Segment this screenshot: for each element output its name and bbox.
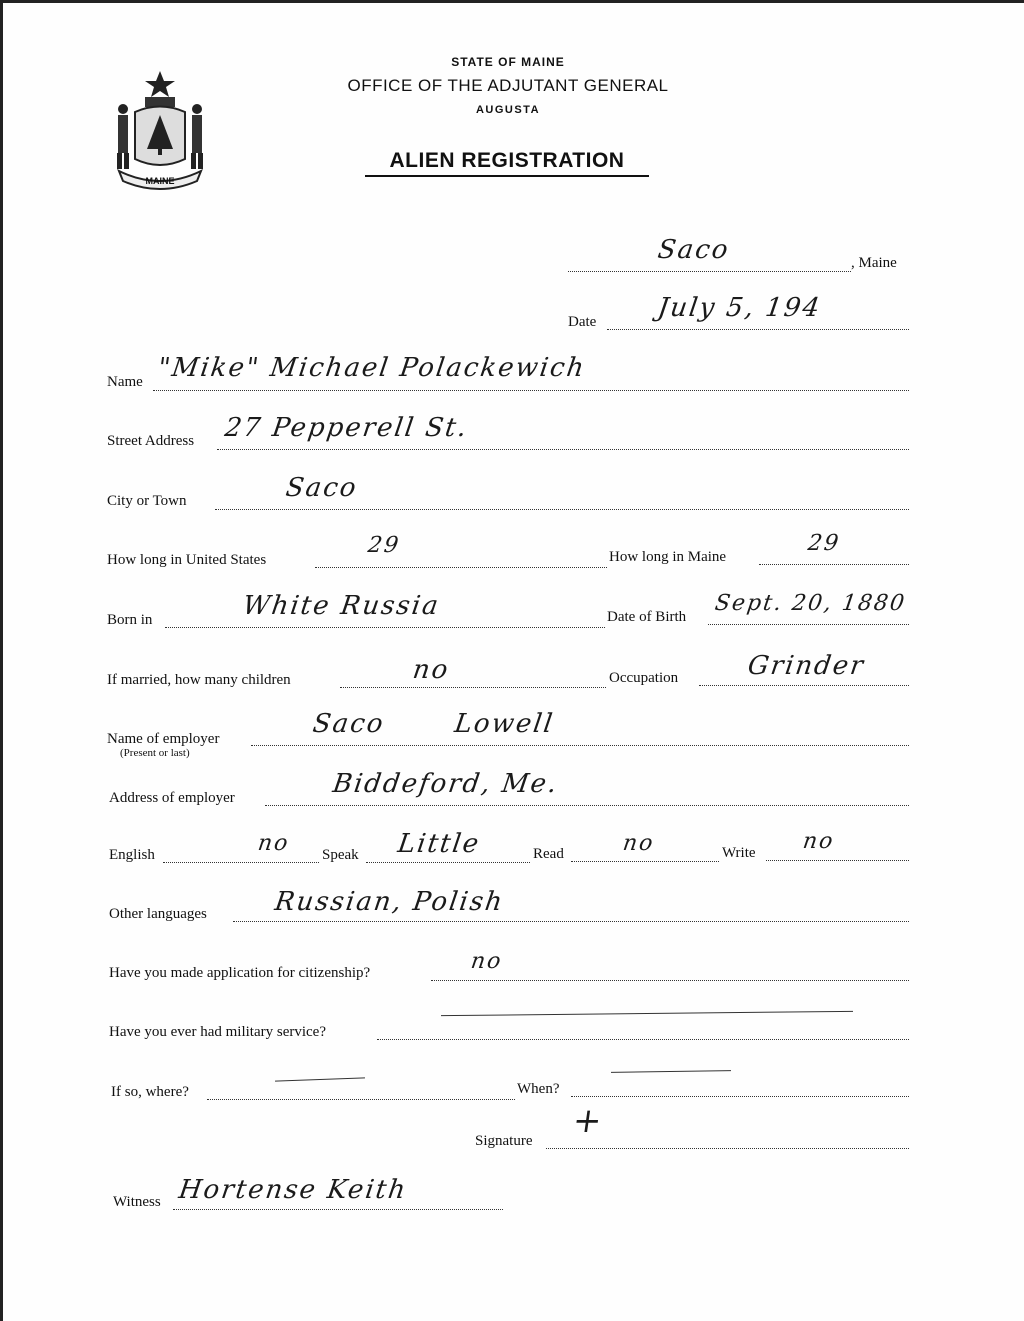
other-languages-line (233, 921, 909, 922)
employer-value: Saco Lowell (310, 709, 557, 739)
office-heading: OFFICE OF THE ADJUTANT GENERAL (347, 76, 669, 95)
occupation-value: Grinder (745, 651, 867, 681)
speak-label: Speak (322, 847, 359, 863)
place-suffix: , Maine (851, 255, 897, 271)
speak-value: Little (395, 829, 483, 859)
speak-line (366, 862, 530, 863)
city-line (215, 509, 909, 510)
military-line (377, 1039, 909, 1040)
name-line (153, 390, 909, 391)
street-label: Street Address (107, 433, 195, 449)
date-label: Date (568, 314, 597, 330)
where-line (207, 1099, 515, 1100)
city-label: City or Town (107, 493, 187, 509)
employer-address-label: Address of employer (109, 790, 235, 806)
born-label: Born in (107, 612, 153, 628)
signature-line (546, 1148, 909, 1149)
military-dash (441, 1011, 853, 1016)
when-dash (611, 1070, 731, 1073)
employer-address-line (265, 805, 909, 806)
witness-value: Hortense Keith (176, 1175, 410, 1205)
english-value: no (256, 831, 292, 856)
employer-line (251, 745, 909, 746)
us-line (315, 567, 607, 568)
maine-label: How long in Maine (609, 549, 727, 565)
write-label: Write (722, 845, 756, 861)
name-value: "Mike" Michael Polackewich (155, 353, 588, 383)
city-value: Saco (283, 473, 360, 503)
employer-label: Name of employer (107, 731, 220, 747)
children-label: If married, how many children (107, 672, 291, 688)
date-value: July 5, 194 (655, 293, 824, 323)
maine-value: 29 (806, 531, 842, 556)
other-languages-value: Russian, Polish (272, 887, 507, 917)
write-line (766, 860, 909, 861)
occupation-line (699, 685, 909, 686)
date-line (607, 329, 909, 330)
children-line (340, 687, 606, 688)
witness-line (173, 1209, 503, 1210)
city-heading: AUGUSTA (475, 104, 541, 116)
read-label: Read (533, 846, 564, 862)
dob-label: Date of Birth (607, 609, 687, 625)
english-line (163, 862, 319, 863)
citizenship-line (431, 980, 909, 981)
dob-value: Sept. 20, 1880 (713, 591, 908, 616)
witness-label: Witness (113, 1194, 161, 1210)
born-value: White Russia (240, 591, 442, 621)
form-title: ALIEN REGISTRATION (365, 149, 649, 177)
us-label: How long in United States (107, 552, 267, 568)
children-value: no (410, 655, 452, 685)
when-label: When? (517, 1081, 560, 1097)
citizenship-label: Have you made application for citizenship? (109, 965, 371, 981)
signature-label: Signature (475, 1133, 533, 1149)
street-line (217, 449, 909, 450)
when-line (571, 1096, 909, 1097)
signature-mark: + (570, 1101, 607, 1141)
where-label: If so, where? (111, 1084, 189, 1100)
employer-address-value: Biddeford, Me. (330, 769, 561, 799)
us-value: 29 (366, 533, 402, 558)
dob-line (708, 624, 909, 625)
street-value: 27 Pepperell St. (222, 413, 471, 443)
military-label: Have you ever had military service? (109, 1024, 326, 1040)
where-dash (275, 1077, 365, 1081)
seal-label: MAINE (145, 176, 175, 186)
maine-seal-icon (105, 67, 215, 192)
place-value: Saco (655, 235, 732, 265)
name-label: Name (107, 374, 143, 390)
read-value: no (621, 831, 657, 856)
state-heading: STATE OF MAINE (451, 55, 565, 69)
citizenship-value: no (469, 949, 505, 974)
maine-line (759, 564, 909, 565)
born-line (165, 627, 605, 628)
read-line (571, 861, 719, 862)
place-line (568, 271, 851, 272)
occupation-label: Occupation (609, 670, 679, 686)
employer-sublabel: (Present or last) (120, 747, 190, 759)
english-label: English (109, 847, 155, 863)
write-value: no (801, 829, 837, 854)
other-languages-label: Other languages (109, 906, 207, 922)
